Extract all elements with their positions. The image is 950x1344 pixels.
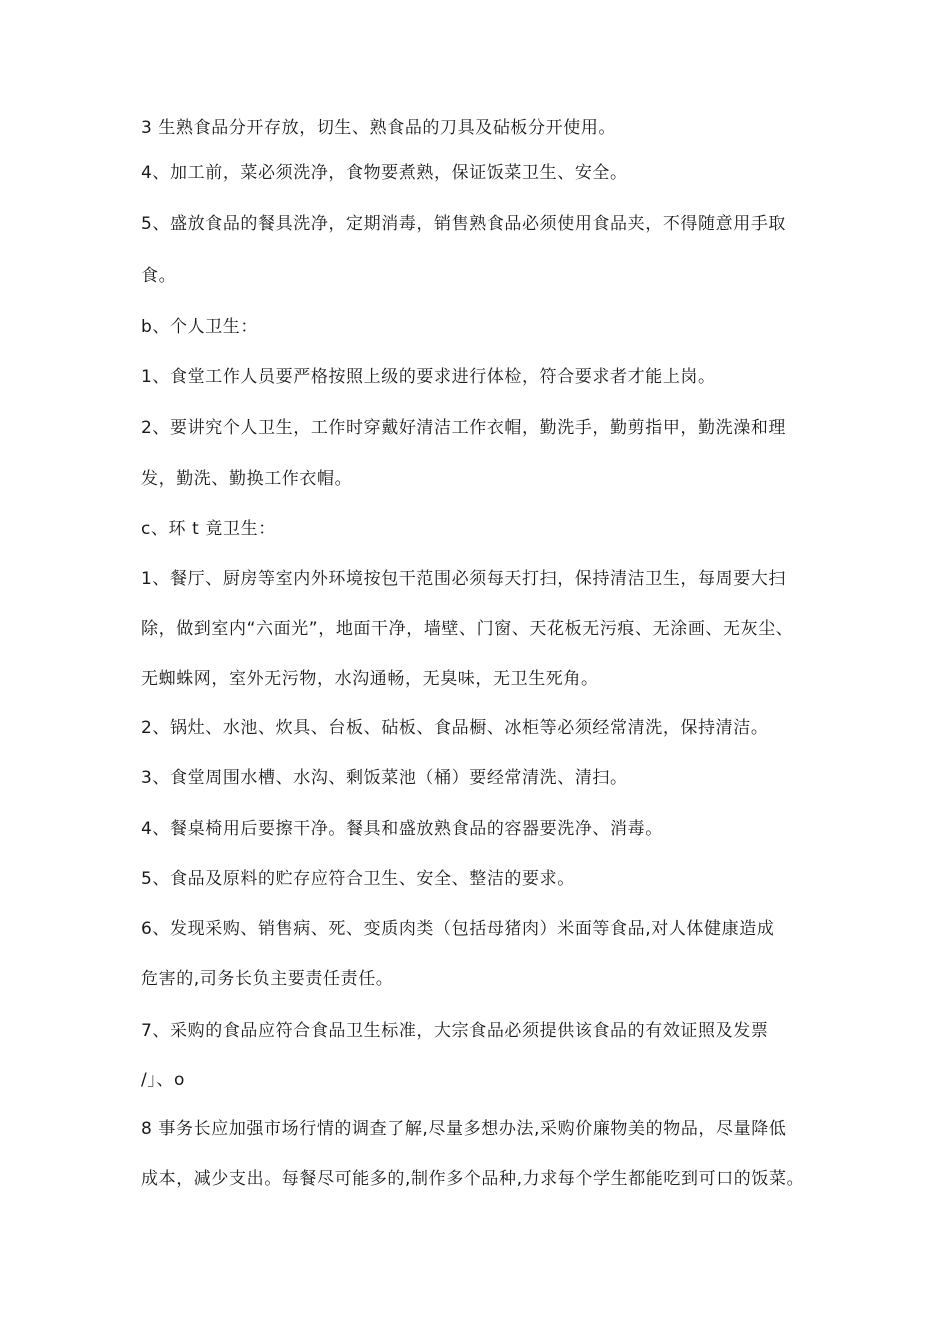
text-line: 1、餐厅、厨房等室内外环境按包干范围必须每天打扫，保持清洁卫生，每周要大扫 — [141, 569, 787, 589]
text-line: 4、加工前，菜必须洗净，食物要煮熟，保证饭菜卫生、安全。 — [141, 163, 628, 183]
text-line: 7、采购的食品应符合食品卫生标准，大宗食品必须提供该食品的有效证照及发票 — [141, 1021, 769, 1041]
text-line: 除，做到室内“六面光”，地面干净，墙壁、门窗、天花板无污痕、无涂画、无灰尘、 — [141, 619, 794, 639]
text-line: 发，勤洗、勤换工作衣帽。 — [141, 469, 353, 489]
text-line: 3 生熟食品分开存放，切生、熟食品的刀具及砧板分开使用。 — [141, 118, 617, 138]
text-line: 无蜘蛛网，室外无污物，水沟通畅，无臭味，无卫生死角。 — [141, 669, 599, 689]
text-line: 2、锅灶、水池、炊具、台板、砧板、食品橱、冰柜等必须经常清洗，保持清洁。 — [141, 718, 769, 738]
text-line: 成本，减少支出。每餐尽可能多的,制作多个品种,力求每个学生都能吃到可口的饭菜。 — [141, 1169, 805, 1189]
text-line: 5、盛放食品的餐具洗净，定期消毒，销售熟食品必须使用食品夹，不得随意用手取 — [141, 214, 787, 234]
text-line: 食。 — [141, 266, 177, 286]
text-line: 1、食堂工作人员要严格按照上级的要求进行体检，符合要求者才能上岗。 — [141, 367, 716, 387]
text-line: 4、餐桌椅用后要擦干净。餐具和盛放熟食品的容器要洗净、消毒。 — [141, 819, 663, 839]
text-line: 6、发现采购、销售病、死、变质肉类（包括母猪肉）米面等食品,对人体健康造成 — [141, 919, 775, 939]
text-line: 5、食品及原料的贮存应符合卫生、安全、整洁的要求。 — [141, 869, 575, 889]
text-line: /」、o — [141, 1070, 186, 1090]
text-line: 8 事务长应加强市场行情的调查了解,尽量多想办法,采购价廉物美的物品，尽量降低 — [141, 1119, 787, 1139]
text-line: 危害的,司务长负主要责任责任。 — [141, 969, 394, 989]
section-heading: c、环 t 竟卫生： — [141, 519, 276, 539]
text-line: 3、食堂周围水槽、水沟、剩饭菜池（桶）要经常清洗、清扫。 — [141, 768, 628, 788]
text-line: 2、要讲究个人卫生，工作时穿戴好清洁工作衣帽，勤洗手，勤剪指甲，勤洗澡和理 — [141, 418, 787, 438]
section-heading: b、个人卫生： — [141, 317, 258, 337]
